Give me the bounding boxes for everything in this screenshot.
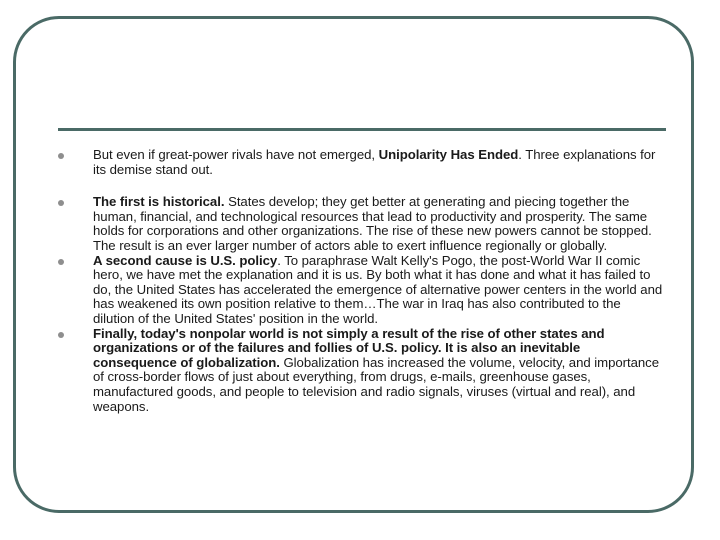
bullet-list: [58, 148, 663, 414]
title-divider: [58, 128, 666, 131]
bullet-item-3: [58, 254, 663, 327]
bullet-item-1: [58, 148, 663, 177]
bullet-4-seg-2: Globalization has increased the volume, velocity, and importance of cross-border flows of just about everything, from drugs, e-mails, greenhouse gases, manufactured goods, and people to television and radio signals, viruses (virtual and real), and weapons.: [93, 354, 660, 414]
bullet-4-seg-1: Finally, today's nonpolar world is not simply a result of the rise of other states and organizations or of the failures and follies of U.S. policy. It is also an inevitable consequence of globalization.: [93, 325, 605, 370]
bullet-2-seg-2: States develop; they get better at generating and piecing together the human, financial, and technological resources that lead to productivity and prosperity. The same holds for corporations and other organizations. The rise of these new powers cannot be stopped. The result is an ever larger number of actors able to exert influence regionally or globally.: [93, 194, 652, 253]
bullet-1-seg-2: Unipolarity Has Ended: [378, 147, 519, 162]
bullet-3-seg-2: . To paraphrase Walt Kelly's Pogo, the post-World War II comic hero, we have met the explanation and it is us. By both what it has done and what it has failed to do, the United States has accelerated the emergence of alternative power centers in the world and has weakened its own position relative to them…The war in Iraq has also contributed to the dilution of the United States' position in the world.: [93, 252, 663, 326]
bullet-3-seg-1: A second cause is U.S. policy: [93, 252, 278, 268]
bullet-dot-icon: [58, 153, 64, 159]
bullet-1-seg-1: But even if great-power rivals have not emerged,: [93, 147, 379, 162]
bullet-dot-icon: [58, 200, 64, 206]
bullet-dot-icon: [58, 332, 64, 338]
bullet-dot-icon: [58, 259, 64, 265]
bullet-1-seg-3: . Three explanations for its demise stand out.: [93, 147, 656, 177]
bullet-2-seg-1: The first is historical.: [93, 194, 225, 210]
bullet-item-2: [58, 195, 663, 253]
bullet-item-4: [58, 327, 663, 415]
